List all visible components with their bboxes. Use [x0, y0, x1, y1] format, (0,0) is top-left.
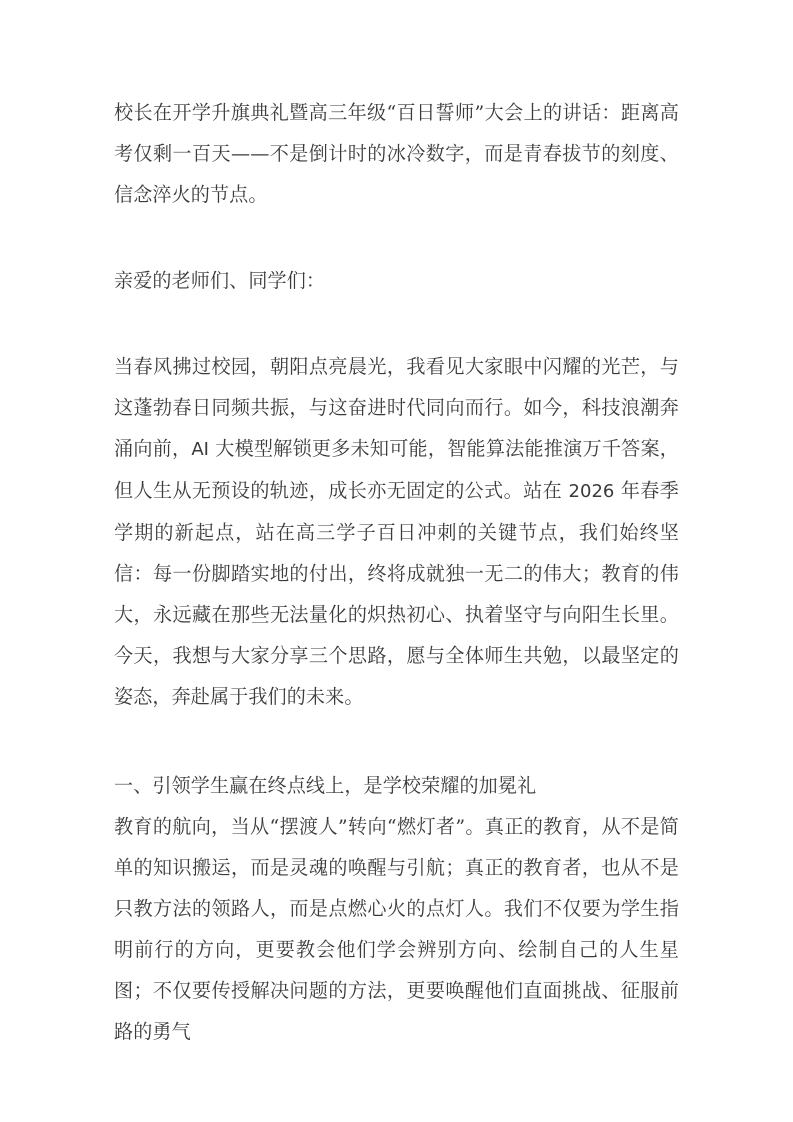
salutation-line: 亲爱的老师们、同学们：	[114, 269, 326, 292]
opening-paragraph-text-part3: 年春季学期的新起点，站在高三学子百日冲刺的关键节点，我们始终坚信：每一份脚踏实地的付出，终将成就独一无二的伟大；教育的伟大，永远藏在那些无法量化的炽热初心、执着坚守与向阳生长里。今天，我想与大家分享三个思路，愿与全体师生共勉，以最坚定的姿态，奔赴属于我们的未来。	[114, 479, 679, 708]
ai-term: AI	[191, 439, 209, 460]
opening-paragraph-text-part1: 当春风拂过校园，朝阳点亮晨光，我看见大家眼中闪耀的光芒，与这蓬勃春日同频共振，与这奋进时代同向而行。如今，科技浪潮奔涌向前，	[114, 355, 679, 460]
section-one-heading: 一、引领学生赢在终点线上，是学校荣耀的加冕礼	[114, 774, 537, 797]
year-2026: 2026	[568, 481, 615, 502]
document-text-column	[114, 92, 679, 1052]
opening-paragraph-text-part2: 大模型解锁更多未知可能，智能算法能推演万千答案，但人生从无预设的轨迹，成长亦无固定的公式。站在	[114, 437, 679, 502]
document-title-block: 校长在开学升旗典礼暨高三年级“百日誓师”大会上的讲话：距离高考仅剩一百天——不是倒计时的冰冷数字，而是青春拔节的刻度、信念淬火的节点。	[114, 101, 679, 206]
opening-paragraph	[114, 346, 679, 717]
section-one-body: 教育的航向，当从“摆渡人”转向“燃灯者”。真正的教育，从不是简单的知识搬运，而是灵魂的唤醒与引航；真正的教育者，也从不是只教方法的领路人，而是点燃心火的点灯人。我们不仅要为学生指明前行的方向，更要教会他们学会辨别方向、绘制自己的人生星图；不仅要传授解决问题的方法，更要唤醒他们直面挑战、征服前路的勇气	[114, 815, 679, 1043]
